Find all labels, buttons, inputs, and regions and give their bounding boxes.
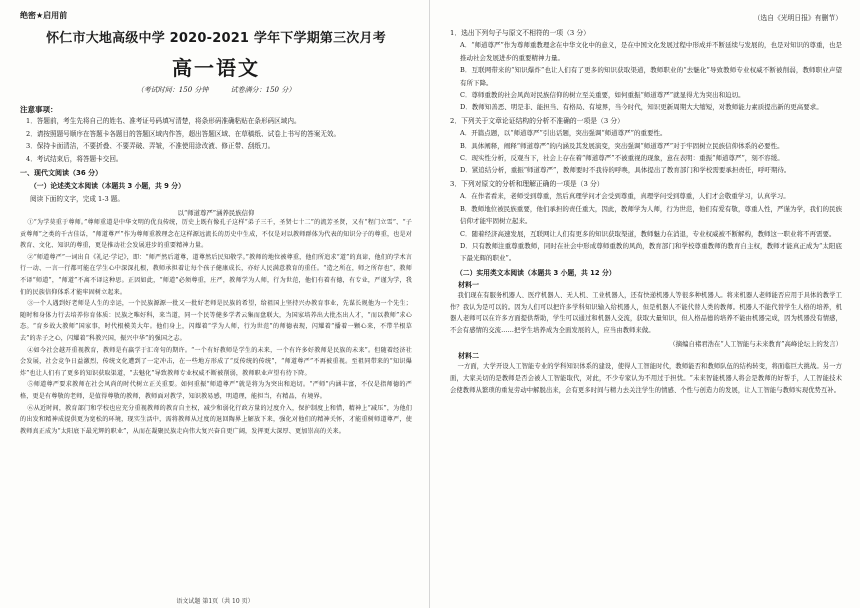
question-2-option: A．开篇点题，以“师道尊严”引出话题，突出强调“师道尊严”的重要性。 (460, 129, 667, 138)
reading-instruction: 阅读下面的文字，完成 1-3 题。 (30, 195, 124, 203)
article-paragraph: ①“为学莫重于尊师。”尊师重道是中华文明的优良传统，历史上既有像孔子这样“弟子三千，圣贤七十二”的流芳圣贤，又有“程门立雪”、“子贡尊师”之类的千古佳话，“师道尊严”作为尊师重教理念在这样源远流长的历史中生成，不仅是对以教师群体为代表的知识分子的尊重，也是对教育、文化、知识的尊重，更是推动社会发展进步的重要精神力量。 (20, 219, 412, 250)
article-paragraph: ⑥从近时间，教育部门和学校也应充分重视教师的教育自主权，减少和弱化行政方量的过度介入，保护制度上和惜，精神上“减压”，为他们的出发和精神成提供更为宽松的环境，现实生活中，需将教师从过度的退回陶界上解放下来，强化对他们的精神关怀，才能重树师道尊严，使教师真正成为“太阳底下最光辉的职业”，从而在凝聚民族走向伟大复兴奋自更广阔，发挥更大深厚、更加崇高的关来。 (20, 404, 412, 435)
note-item: 1．答题前，考生先将自己的姓名、准考证号码填写清楚，将条形码准确粘贴在条形码区域内。 (26, 117, 301, 125)
question-1-stem: 1．选出下列句子与原文不相符的一项（3 分） (450, 29, 590, 37)
question-3-option: D．只有教师注重尊重教师，同时在社会中形成尊师重教的风尚，教育部门和学校尊重教师的教育自主权，教师才能真正成为“太阳底下最光辉的职业”。 (460, 241, 842, 263)
question-3-option: A．在作者看来，老师受到尊重，然后真理学问才会受到尊重，真理学问受到尊重，人们才会敬重学习，认真学习。 (460, 192, 790, 201)
question-2-option: C．现实性分析，反观当下，社会上存在着“师道尊严”不被重视的现象，意在表明：重振“师道尊严”，刻不容缓。 (460, 154, 784, 163)
subsection-heading-text: （一）论述类文本阅读（本题共 3 小题，共 9 分） (30, 182, 185, 190)
subsection-2-heading-text: （二）实用类文本阅读（本题共 3 小题，共 12 分） (456, 268, 616, 277)
question-1-option: A．“师道尊严”作为尊师重教理念在中华文化中的意义，是在中国文化发展过程中形成并不断延续与发展的，也是对知识的尊重，也是推动社会发展进步的重要精神力量。 (460, 41, 842, 62)
article-source: （选自《光明日报》有删节） (753, 14, 842, 22)
exam-title: 怀仁市大地高级中学 2020-2021 学年下学期第三次月考 (46, 31, 386, 46)
material-1-heading: 材料一 (458, 280, 479, 289)
section-heading: 一、现代文阅读（36 分） (20, 169, 103, 177)
note-item: 3．保持卡面清洁，不要折叠、不要弄破、弄皱，不准使用涂改液、修正带、刮纸刀。 (26, 142, 275, 150)
exam-score: 试卷满分：150 分） (230, 86, 296, 94)
material-1-text: 我们现在有服务机器人、医疗机器人、无人机、工业机器人，还有快递机器人等很多种机器人。将来机器人老师能否应用于具体的教学工作？我认为是可以的。因为人们可以把许多学科知识输入给机器人，但是机器人不能代替人类的教师。机器人不能代替学生人格的培养，机器人老师可以在许多方面提供帮助，学生可以通过和机器人交流，获取大量知识，但人格品德的培养不能由机器完成，因为机器没有情感，不会有感情的交流……把学生培养成为全面发展的人，应当由教师来做。 (450, 291, 842, 335)
question-1-option: B．互联网带来的“知识爆炸”也让人们有了更多的知识获取渠道，教师职业的“去魅化”导致教师专业权威不断被削弱，教师职业声望有所下降。 (460, 66, 842, 87)
article-paragraph: ⑤师道尊严要求教师在社会风尚的时代树立正关重要。如何重振“师道尊严”就是将为为突出和追切。“严师”内涵丰富，不仅是指师德的严格，更是有尊敬的老师，是值得尊敬的教师，教师面对教学，知识教易感，明道理，能担当，有精品，有境界。 (20, 381, 412, 400)
exam-meta (20, 85, 412, 95)
material-2-text: 一方面，大学开设人工智能专业的学科知识体系的建设，使得人工智能时代，教师能否和教师队伍的结构转变，将面临巨大挑战。另一方面，大家关切的是教师是否会被人工智能取代，对此，不少专家认为不用过于担忧。“未来智能机器人将会是教师的好帮手，人工智能技术会使教师从繁琐的重复劳动中解脱出来，会有更多时间与精力去关注学生的情感、个性与创造力的发展，让人工智能与教师实现优势互补。 (450, 362, 842, 394)
question-2-option: D．紧追结分析，重振“师道尊严”，教师要时不我待的呼唤，具体提出了教育部门和学校需要承担责任，呼吁期待。 (460, 166, 791, 175)
subject-title: 高一语文 (172, 56, 260, 80)
note-item: 4．考试结束后，将答题卡交回。 (26, 154, 123, 163)
article-title: 以“师道尊严”涵养民族信仰 (177, 209, 255, 217)
question-3-stem: 3．下列对原文的分析和理解正确的一项是（3 分） (450, 179, 604, 188)
secret-label: 绝密★启用前 (20, 11, 68, 20)
article-paragraph: ④如今社会越开重视教育，教师是有赢学于汇奇句的期许。“一个有好教师是学生的未来，一个有许多好教师是民族的未来”。但随着经济社会发展，社会竞争日益激烈，传统文化遭到了一定冲击，在一些地方形成了“反传统的传统”，“师道尊严”不再被重视。至祖同带来的“知识爆炸”也让人们有了更多的知识获取渠道，“去魅化”导致教师专业权威不断被削弱，教师职业声望有待下降。 (20, 346, 412, 377)
note-item: 2．请按照题号顺序在答题卡各题目的答题区域内作答，超出答题区域、在草稿纸、试卷上书写的答案无效。 (26, 129, 341, 138)
question-1-option: C．尊师重教的社会风尚对民族信仰的树立至关重要，如何重振“师道尊严”就显得尤为突出和迫切。 (460, 91, 745, 100)
page-footer-left: 语文试题 第1页（共 10 页） (176, 598, 254, 605)
subsection-2-heading (456, 267, 842, 277)
notes-heading: 注意事项： (20, 105, 58, 114)
question-1-option: D．教师知善恶、明是非、能担当、有格局、有境界，当今时代，知识更新周期大大缩短，对教师能力素质提出新的更高要求。 (460, 103, 823, 112)
question-3-option: C．随着经济高速发展，互联网让人们有更多的知识获取渠道，教师魅力在消退，专业权威被不断解构，教师这一职业将不再需要。 (460, 229, 836, 238)
exam-time: （考试时间：150 分钟 (136, 86, 209, 94)
article-paragraph: ②“师道尊严”一词出自《礼记·学记》，即：“师严然后道尊，道尊然后民知敬学。”教师的地位被尊重，他们所追求“道”的真谛，他们的学术言行一动、一言一行都可能在学生心中深深扎根，教师承担着让每个孩子健康成长，亦好人民满意教育的重任。“造之所在，师之所存也”，教师不译“师道”，“师道”不离不译这种思。正因如此，“师道”必须尊重，庄严，教师学为人师，行为世范，他们有着有德，有专业，严谨为学，我们的民族信仰体系才能牢固树立起来。 (20, 253, 412, 296)
subsection-heading (30, 180, 412, 190)
material-1-credit: （摘编自褚君浩在“人工智能与未来教育”高峰论坛上的发言） (669, 339, 842, 348)
question-2-stem: 2．下列关于文章论证结构的分析不准确的一项是（3 分） (450, 116, 624, 125)
page-right (430, 0, 860, 608)
material-2-heading: 材料二 (458, 351, 479, 360)
question-3-option: B．教师地位被民族重要，他们承担的责任重大，因此，教师学为人师，行为世范，他们有爱有敬，尊重人性，严谨为学，我们的民族信仰才能牢固树立起来。 (460, 204, 842, 226)
question-2-option: B．具体阐释，阐释“师道尊严”的内涵及其发展演变，突出强调“师道尊严”对于牢固树立民族信仰体系的必要性。 (460, 141, 784, 150)
article-paragraph: ③一个人遇到好老师是人生的幸运，一个民族源源一批又一批好老师是民族的希望，给祖国上坚持兴办教育事业，先谋长规他为一个先生；随时和身体力行去培养你育体质：民族之唯好科，来当道，同一个民等健多学者云集而盘联大，为国家培养出大批杰出人才，“而以教师”求心态。“育乡故大教师”国家事，时代根模美大年。他们身上，闪耀着“学为人师，行为世范”的师德表现，闪耀着“播着一颗心来，不带半根草去”的赤子之心，闪耀着“科教兴国，振兴中华”的强国之志。 (20, 300, 412, 342)
